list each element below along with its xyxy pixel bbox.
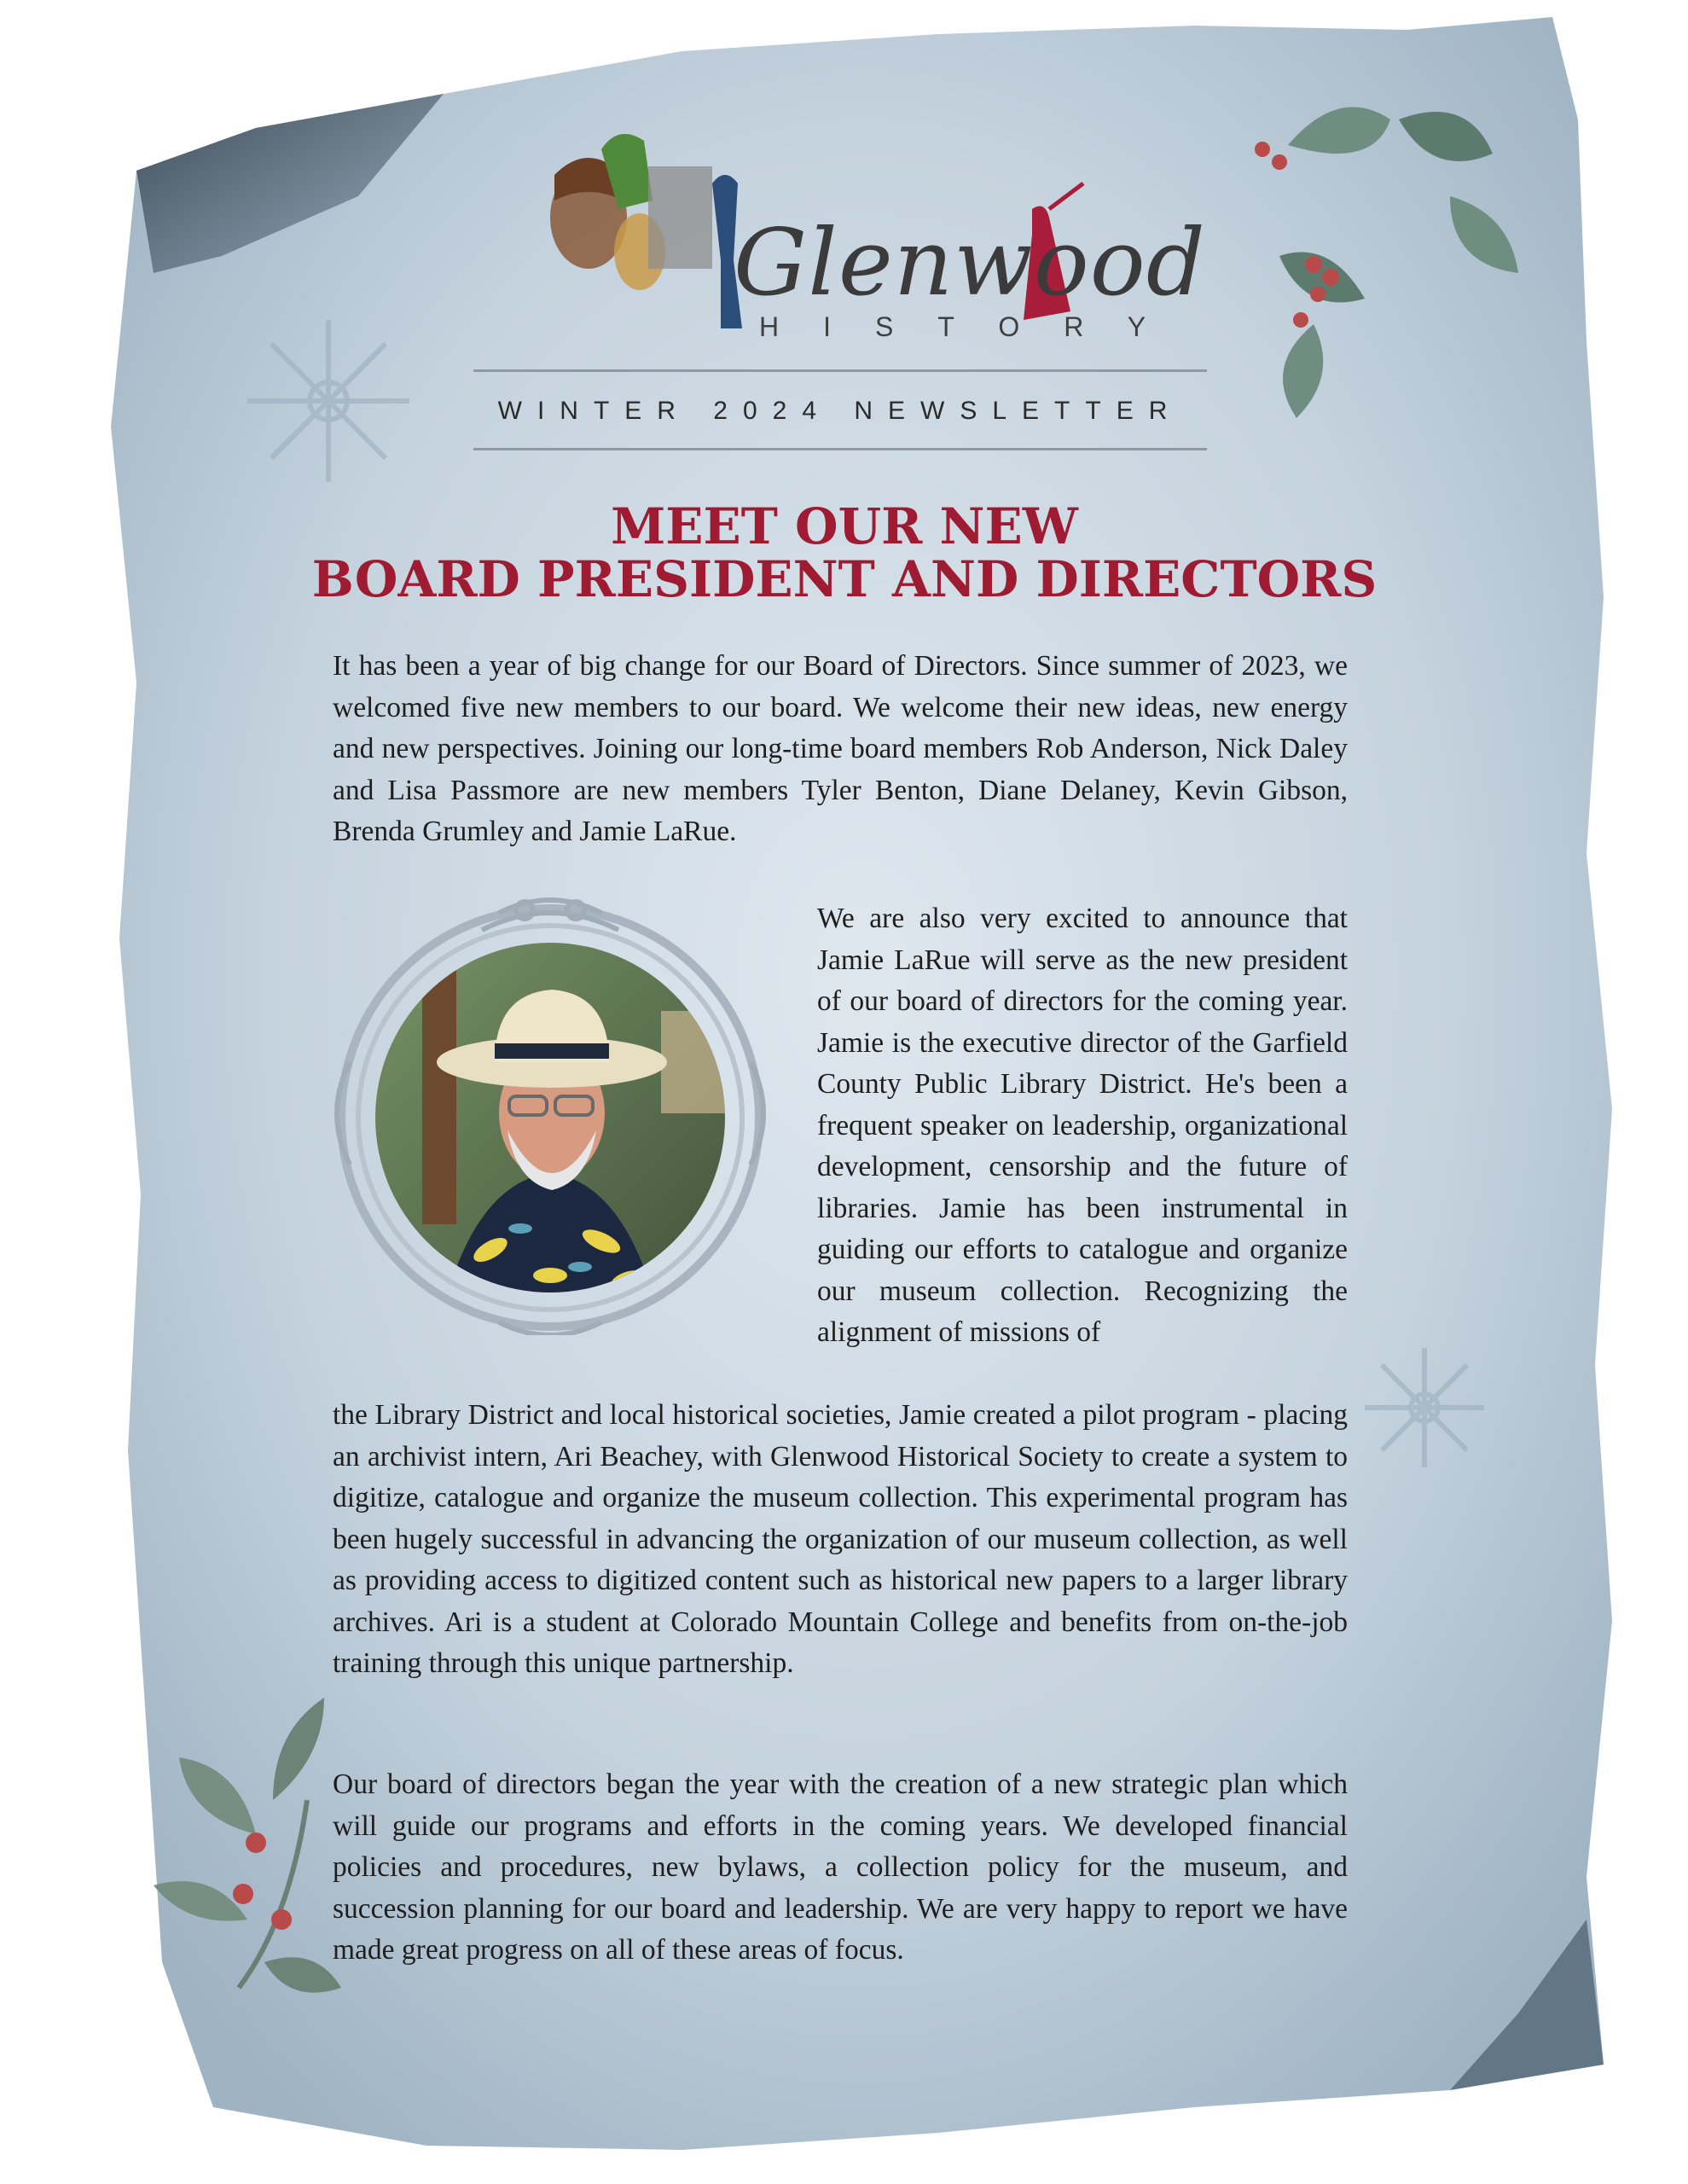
logo-wordmark: Glenwood <box>734 210 1206 317</box>
headline-line-2: BOARD PRESIDENT AND DIRECTORS <box>311 550 1378 608</box>
ornate-frame-icon <box>328 892 772 1335</box>
divider <box>473 369 1207 372</box>
headline-line-1: MEET OUR NEW <box>611 497 1078 555</box>
issue-title: WINTER 2024 NEWSLETTER <box>497 397 1183 425</box>
glenwood-history-logo <box>520 115 1206 354</box>
portrait-photo <box>328 892 772 1335</box>
paragraph-president-intro: We are also very excited to announce that Jamie LaRue will serve as the new president of our board of directors for the coming year. Jamie is the executive director of the Garfield County Public Library District. He's been a frequent speaker on leadership, organizational development, censorship and the future of libraries. Jamie has been instrumental in guiding our efforts to catalogue and organize our museum collection. Recognizing the alignment of missions of <box>817 903 1348 1348</box>
divider <box>473 448 1207 450</box>
paragraph-strategic-plan: Our board of directors began the year with the creation of a new strategic plan which will guide our programs and efforts in the coming years. We developed financial policies and procedures, new bylaws, a collection policy for the museum, and succession planning for our board and leadership. We are very happy to report we have made great progress on all of these areas of focus. <box>333 1769 1348 1966</box>
paragraph-intro: It has been a year of big change for our Board of Directors. Since summer of 2023, we welcomed five new members to our board. We welcome their new ideas, new energy and new perspectives. Joining our long-time board members Rob Anderson, Nick Daley and Lisa Passmore are new members Tyler Benton, Diane Delaney, Kevin Gibson, Brenda Grumley and Jamie LaRue. <box>333 650 1348 847</box>
logo-subtitle: HISTORY <box>759 311 1191 342</box>
paragraph-president-detail: the Library District and local historical societies, Jamie created a pilot program - placing an archivist intern, Ari Beachey, with Glenwood Historical Society to create a system to digitize, catalogue and organize the museum collection. This experimental program has been hugely successful in advancing the organization of our museum collection, as well as providing access to digitized content such as historical new papers to a larger library archives. Ari is a student at Colorado Mountain College and benefits from on-the-job training through this unique partnership. <box>333 1399 1348 1679</box>
